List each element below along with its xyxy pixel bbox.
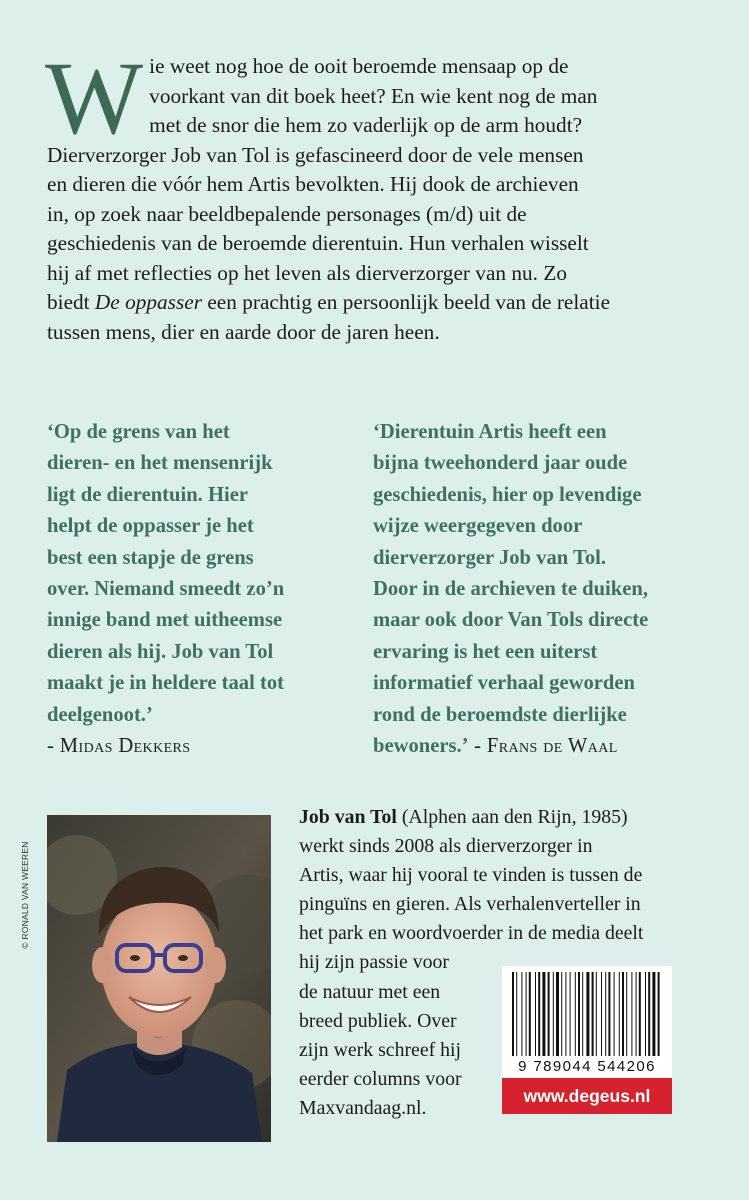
bio-line: eerder columns voor bbox=[299, 1067, 462, 1090]
barcode-bar bbox=[521, 972, 522, 1056]
bio-birth: (Alphen aan den Rijn, 1985) bbox=[396, 806, 628, 828]
publisher-url-box bbox=[502, 1078, 672, 1114]
quote-line: best een stapje de grens bbox=[47, 546, 254, 569]
intro-line: en dieren die vóór hem Artis bevolkten. Hij dook de archieven bbox=[47, 172, 579, 196]
barcode-bar bbox=[596, 972, 597, 1056]
bio-line: Maxvandaag.nl. bbox=[299, 1096, 427, 1119]
quote-attribution: - Midas Dekkers bbox=[47, 735, 191, 758]
bio-line-1 bbox=[299, 803, 719, 832]
quote-line: bewoners.’ bbox=[373, 735, 469, 758]
intro-line: voorkant van dit boek heet? En wie kent nog de man bbox=[149, 83, 598, 108]
quote-line: helpt de oppasser je het bbox=[47, 515, 254, 538]
quote-line: innige band met uitheemse bbox=[47, 609, 283, 632]
barcode-bar bbox=[556, 972, 559, 1056]
bio-line: pinguïns en gieren. Als verhalenverteller in bbox=[299, 893, 641, 916]
bio-line: werkt sinds 2008 als dierverzorger in bbox=[299, 835, 593, 858]
quote-line: maakt je in heldere taal tot bbox=[47, 672, 284, 695]
barcode-bar bbox=[586, 972, 589, 1056]
quote-line: informatief verhaal geworden bbox=[373, 672, 635, 695]
barcode-bar bbox=[622, 972, 624, 1056]
barcode-bar bbox=[652, 972, 655, 1056]
intro-line: ie weet nog hoe de ooit beroemde mensaap op de bbox=[149, 54, 569, 78]
isbn-barcode bbox=[502, 966, 672, 1078]
barcode-bar bbox=[535, 972, 536, 1056]
quote-line: ervaring is het een uiterst bbox=[373, 640, 598, 663]
quote-attribution: - Frans de Waal bbox=[468, 735, 618, 758]
barcode-bar bbox=[645, 972, 646, 1056]
quote-line: geschiedenis, hier op levendige bbox=[373, 483, 642, 506]
barcode-bar bbox=[619, 972, 620, 1056]
bio-line: hij zijn passie voor bbox=[299, 951, 449, 974]
barcode-bar bbox=[561, 972, 562, 1056]
intro-line: Dierverzorger Job van Tol is gefascineerd door de vele mensen bbox=[47, 142, 584, 167]
bio-line: Artis, waar hij vooral te vinden is tussen de bbox=[299, 864, 643, 887]
quote-line: bijna tweehonderd jaar oude bbox=[373, 452, 628, 475]
barcode-bar bbox=[538, 972, 540, 1056]
barcode-bar bbox=[512, 972, 514, 1056]
barcode-bar bbox=[542, 972, 545, 1056]
barcode-bar bbox=[578, 972, 580, 1056]
barcode-bar bbox=[639, 972, 641, 1056]
barcode-bars bbox=[502, 966, 672, 1058]
intro-line: een prachtig en persoonlijk beeld van de relatie bbox=[202, 290, 611, 314]
quote-line: dieren- en het mensenrijk bbox=[47, 452, 273, 475]
barcode-bar bbox=[529, 972, 531, 1056]
intro-line: in, op zoek naar beeldbepalende personages (m/d) uit de bbox=[47, 201, 527, 226]
barcode-bar bbox=[526, 972, 527, 1056]
quote-line: dieren als hij. Job van Tol bbox=[47, 640, 274, 663]
barcode-bar bbox=[614, 972, 615, 1056]
quote-line: Door in de archieven te duiken, bbox=[373, 578, 648, 601]
quote-line: over. Niemand smeedt zo’n bbox=[47, 578, 285, 601]
barcode-bar bbox=[648, 972, 650, 1056]
isbn-digits: 9 789044 544206 bbox=[518, 1058, 656, 1075]
barcode-bar bbox=[565, 972, 566, 1056]
quote-line: ‘Dierentuin Artis heeft een bbox=[373, 421, 607, 443]
quote-line: deelgenoot.’ bbox=[47, 703, 153, 726]
bio-line: het park en woordvoerder in de media deelt bbox=[299, 922, 644, 945]
barcode-bar bbox=[636, 972, 637, 1056]
barcode-bar bbox=[631, 972, 632, 1056]
intro-line: met de snor die hem zo vaderlijk op de arm houdt? bbox=[149, 113, 583, 137]
intro-line: hij af met reflecties op het leven als dierverzorger van nu. Zo bbox=[47, 260, 567, 285]
quote-line: dierverzorger Job van Tol. bbox=[373, 546, 606, 569]
intro-line: geschiedenis van de beroemde dierentuin. Hun verhalen wisselt bbox=[47, 231, 589, 255]
barcode-bar bbox=[582, 972, 583, 1056]
barcode-bar bbox=[575, 972, 576, 1056]
quote-line: ligt de dierentuin. Hier bbox=[47, 483, 248, 506]
drop-cap: W bbox=[45, 41, 144, 156]
barcode-bar bbox=[605, 972, 606, 1056]
barcode-bar bbox=[516, 972, 517, 1056]
author-photo bbox=[47, 815, 271, 1142]
barcode-bar bbox=[592, 972, 594, 1056]
barcode-bar bbox=[626, 972, 627, 1056]
barcode-bar bbox=[553, 972, 554, 1056]
barcode-bar bbox=[601, 972, 602, 1056]
quote-right bbox=[373, 417, 713, 762]
author-portrait-illustration bbox=[47, 815, 271, 1142]
barcode-bar bbox=[658, 972, 660, 1056]
barcode-bar bbox=[570, 972, 571, 1056]
publisher-url: www.degeus.nl bbox=[523, 1086, 651, 1106]
author-name: Job van Tol bbox=[299, 806, 397, 828]
barcode-bar bbox=[548, 972, 550, 1056]
bio-line: de natuur met een bbox=[299, 980, 441, 1003]
bio-line: zijn werk schreef hij bbox=[299, 1038, 462, 1061]
quote-line: maar ook door Van Tols directe bbox=[373, 609, 649, 632]
quote-left bbox=[47, 417, 317, 762]
quote-line: wijze weergegeven door bbox=[373, 515, 583, 538]
bio-line: breed publiek. Over bbox=[299, 1009, 457, 1032]
intro-line: biedt bbox=[47, 290, 95, 314]
photo-credit-text: © RONALD VAN WEEREN bbox=[20, 841, 30, 949]
quote-line: ‘Op de grens van het bbox=[47, 421, 230, 443]
book-title-italic: De oppasser bbox=[94, 290, 202, 314]
intro-paragraph bbox=[45, 41, 707, 347]
photo-credit bbox=[17, 815, 33, 975]
barcode-bar bbox=[608, 972, 610, 1056]
intro-line: tussen mens, dier en aarde door de jaren heen. bbox=[47, 319, 440, 344]
quote-line: rond de beroemdste dierlijke bbox=[373, 703, 627, 726]
